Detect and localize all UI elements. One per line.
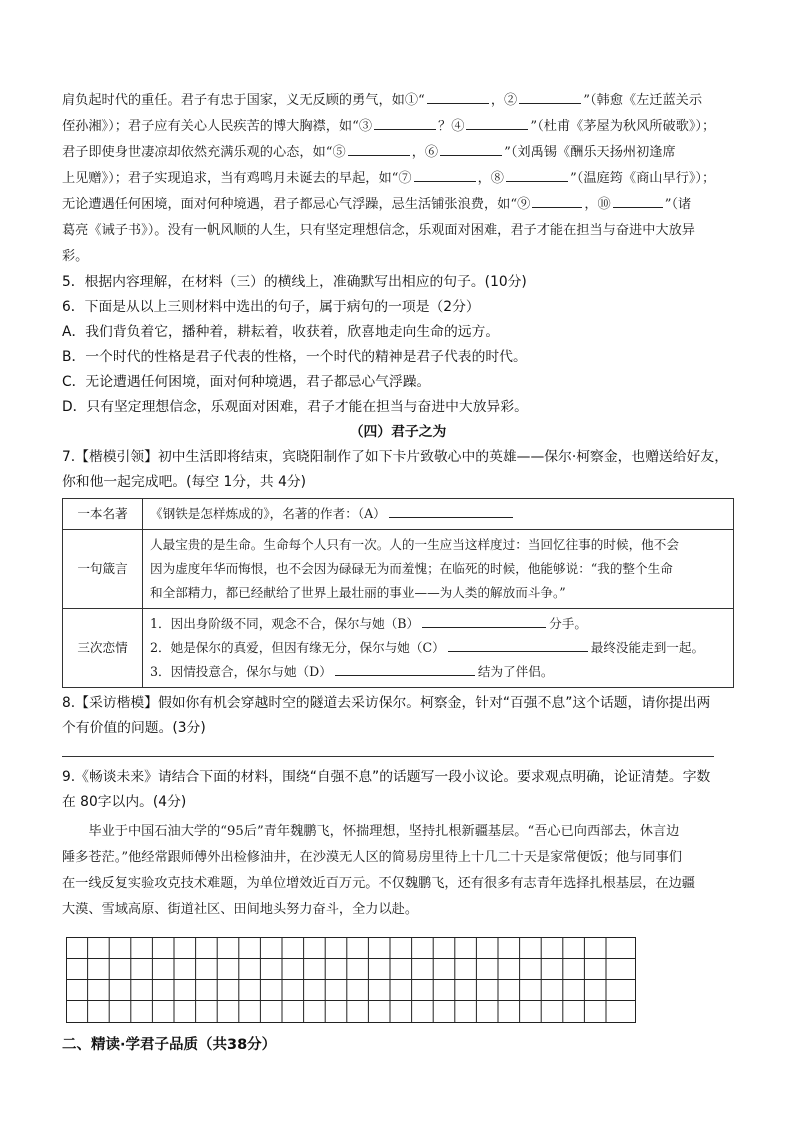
option-b[interactable]: B．一个时代的性格是君子代表的性格，一个时代的精神是君子代表的时代。 xyxy=(62,349,527,365)
romance-line-1 xyxy=(150,612,726,636)
blank-3[interactable] xyxy=(374,115,436,130)
table-row xyxy=(63,530,734,609)
text: 结为了伴侣。 xyxy=(477,664,554,679)
writing-grid[interactable] xyxy=(66,937,734,1023)
text: ，② xyxy=(490,93,518,108)
material-line: 毕业于中国石油大学的“95后”青年魏鹏飞，怀揣理想，坚持扎根新疆基层。“吾心已向西部去，休言边 xyxy=(88,824,680,839)
blank-9[interactable] xyxy=(532,193,582,208)
text: 《钢铁是怎样炼成的》，名著的作者：（A） xyxy=(150,506,386,521)
text: 上见赠》）；君子实现追求，当有鸡鸣月未诞去的早起，如“⑦ xyxy=(62,171,412,186)
blank-1[interactable] xyxy=(427,89,489,104)
answer-line[interactable] xyxy=(62,745,714,757)
question-7-stem-1: 7.【楷模引领】初中生活即将结束，宾晓阳制作了如下卡片致敬心中的英雄——保尔·柯察金，也赠送给好友， xyxy=(62,449,728,465)
option-d[interactable]: D．只有坚定理想信念，乐观面对困难，君子才能在担当与奋进中大放异彩。 xyxy=(62,399,528,415)
text: ，⑩ xyxy=(584,197,611,212)
row-content xyxy=(143,530,734,609)
material-line: 大漠、雪域高原、街道社区、田间地头努力奋斗，全力以赴。 xyxy=(62,902,419,917)
section-4-title: （四）君子之为 xyxy=(349,424,447,440)
question-8 xyxy=(62,691,734,741)
blank-c[interactable] xyxy=(448,637,588,652)
option-a[interactable]: A．我们背负着它，播种着，耕耘着，收获着，欣喜地走向生命的远方。 xyxy=(62,324,500,340)
blank-2[interactable] xyxy=(519,89,581,104)
blank-8[interactable] xyxy=(506,167,568,182)
passage-line-6: 葛亮《诫子书》）。没有一帆风顺的人生，只有坚定理想信念，乐观面对困难，君子才能在担当与奋进中大放异 xyxy=(62,223,695,238)
romance-line-2 xyxy=(150,636,726,660)
passage-line-4 xyxy=(62,166,734,192)
quote-line: 因为虚度年华而悔恨，也不会因为碌碌无为而羞愧；在临死的时候，他能够说：“我的整个生命 xyxy=(150,561,673,576)
blank-4[interactable] xyxy=(466,115,528,130)
text: ”（杜甫《茅屋为秋风所破歌》）； xyxy=(530,119,716,134)
blank-10[interactable] xyxy=(613,193,663,208)
question-9 xyxy=(62,765,734,815)
text: 侄孙湘》）；君子应有关心人民疾苦的博大胸襟，如“③ xyxy=(62,119,373,134)
blank-a[interactable] xyxy=(389,503,513,518)
section-2-heading: 二、精读·学君子品质（共38分） xyxy=(62,1037,277,1053)
blank-b[interactable] xyxy=(422,613,546,628)
blank-5[interactable] xyxy=(348,141,410,156)
text: 君子即使身世凄凉却依然充满乐观的心态，如“⑤ xyxy=(62,145,346,160)
quote-line: 和全部精力，都已经献给了世界上最壮丽的事业——为人类的解放而斗争。” xyxy=(150,585,566,600)
option-c[interactable]: C．无论遭遇任何困境，面对何种境遇，君子都忌心气浮躁。 xyxy=(62,374,431,390)
text: ”（诸 xyxy=(664,197,692,212)
exam-page xyxy=(62,88,734,1054)
text: ”（温庭筠《商山早行》）； xyxy=(569,171,716,186)
question-5: 5．根据内容理解，在材料（三）的横线上，准确默写出相应的句子。(10分) xyxy=(62,274,527,290)
table-row xyxy=(63,609,734,688)
material-line: 陲多苍茫。”他经常跟师傅外出检修油井，在沙漠无人区的简易房里待上十几二十天是家常便饭；他与同事们 xyxy=(62,850,682,865)
text: 无论遭遇任何困境，面对何种境遇，君子都忌心气浮躁，忌生活铺张浪费，如“⑨ xyxy=(62,197,531,212)
row-header: 一句箴言 xyxy=(63,530,143,609)
question-7 xyxy=(62,445,734,495)
passage-line-1 xyxy=(62,88,734,114)
text: 分手。 xyxy=(549,616,587,631)
text: 3．因情投意合，保尔与她（D） xyxy=(150,664,332,679)
text: ”（韩愈《左迁蓝关示 xyxy=(583,93,703,108)
passage-line-5 xyxy=(62,192,734,218)
material-passage xyxy=(62,819,734,923)
question-8-line-2: 个有价值的问题。(3分) xyxy=(62,720,206,736)
question-6-stem: 6．下面是从以上三则材料中选出的句子，属于病句的一项是（2分） xyxy=(62,299,480,315)
question-9-line-1: 9.《畅谈未来》请结合下面的材料，围绕“自强不息”的话题写一段小议论。要求观点明确，论证清楚。字数 xyxy=(62,769,711,785)
text: 肩负起时代的重任。君子有忠于国家，义无反顾的勇气，如①“ xyxy=(62,93,425,108)
text: ，⑧ xyxy=(477,171,504,186)
hero-card-table xyxy=(62,498,734,688)
table-row xyxy=(63,499,734,530)
material-line: 在一线反复实验攻克技术难题，为单位增效近百万元。不仅魏鹏飞，还有很多有志青年选择扎根基层，在边疆 xyxy=(62,876,695,891)
blank-d[interactable] xyxy=(335,661,475,676)
question-6 xyxy=(62,295,734,420)
romance-line-3 xyxy=(150,660,726,684)
row-content xyxy=(143,609,734,688)
blank-7[interactable] xyxy=(414,167,476,182)
text: ”（刘禹锡《酬乐天扬州初逢席 xyxy=(504,145,676,160)
row-content xyxy=(143,499,734,530)
text: 1．因出身阶级不同，观念不合，保尔与她（B） xyxy=(150,616,420,631)
question-9-line-2: 在 80字以内。(4分) xyxy=(62,794,187,810)
passage-line-3 xyxy=(62,140,734,166)
quote-line: 人最宝贵的是生命。生命每个人只有一次。人的一生应当这样度过：当回忆往事的时候，他不会 xyxy=(150,537,679,552)
passage-line-7: 彩。 xyxy=(62,249,89,264)
text: 2．她是保尔的真爱，但因有缘无分，保尔与她（C） xyxy=(150,640,445,655)
writing-grid-svg xyxy=(66,937,636,1023)
passage-line-2 xyxy=(62,114,734,140)
question-7-stem-2: 你和他一起完成吧。(每空 1分，共 4分) xyxy=(62,474,307,490)
text: ？④ xyxy=(438,119,465,134)
question-8-line-1: 8.【采访楷模】假如你有机会穿越时空的隧道去采访保尔。柯察金，针对“百强不息”这个话题，请你提出两 xyxy=(62,695,711,711)
row-header: 一本名著 xyxy=(63,499,143,530)
passage xyxy=(62,88,734,270)
text: ，⑥ xyxy=(411,145,439,160)
text: 最终没能走到一起。 xyxy=(590,640,705,655)
blank-6[interactable] xyxy=(440,141,502,156)
row-header: 三次恋情 xyxy=(63,609,143,688)
